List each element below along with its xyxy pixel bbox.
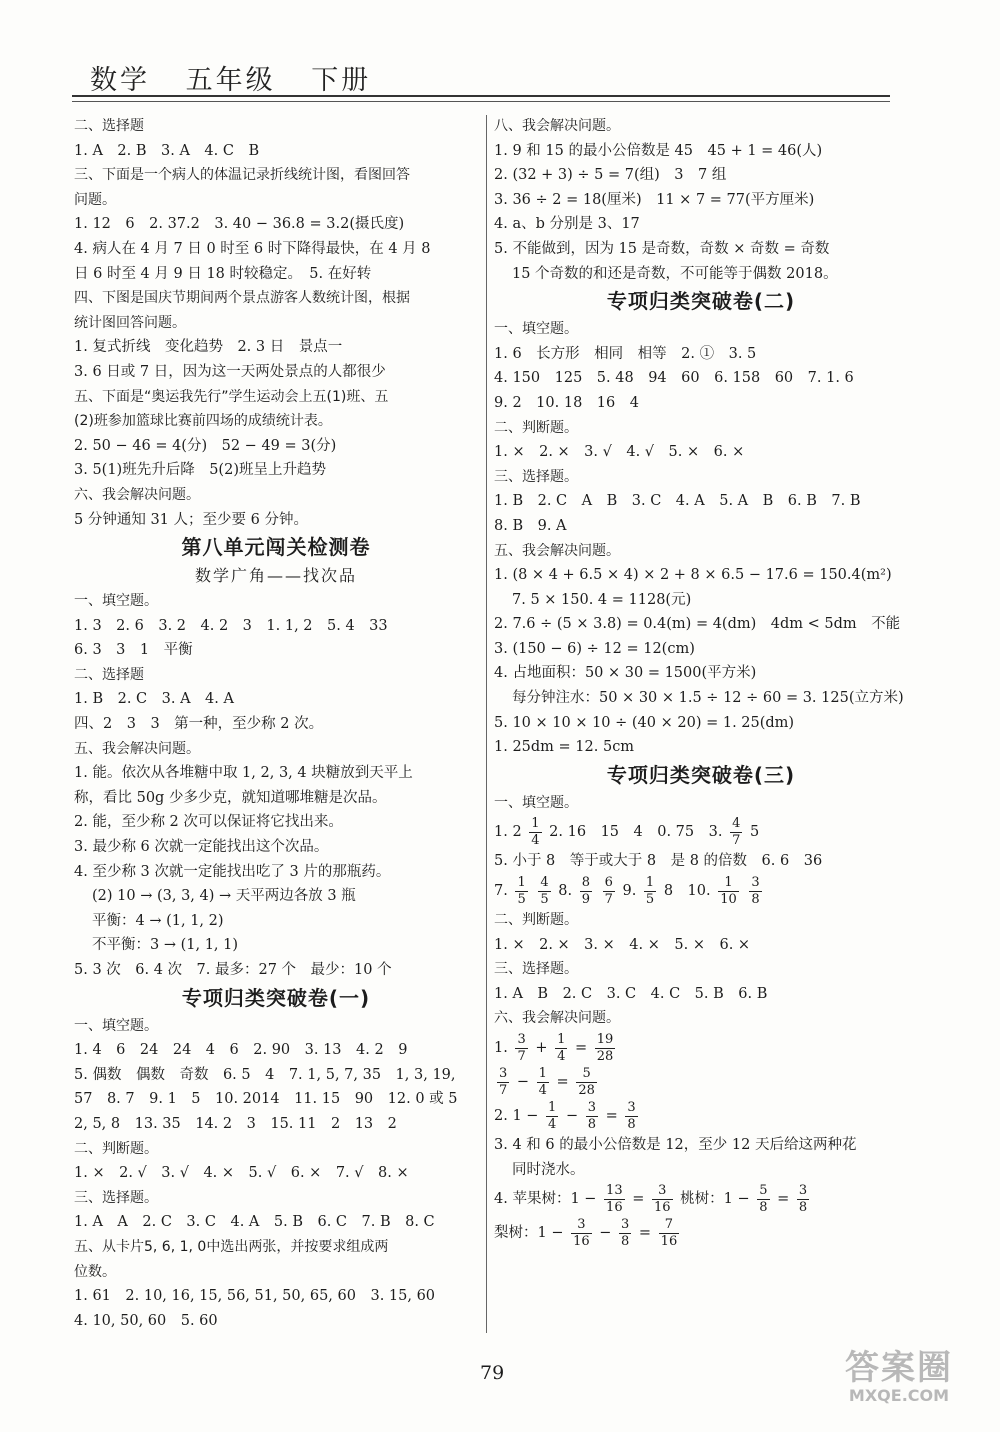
denominator: 4 (548, 1116, 557, 1132)
denominator: 16 (573, 1233, 590, 1249)
numerator: 6 (604, 874, 613, 890)
section-heading: 一、填空题。 (494, 794, 578, 811)
answer-line: 1. × 2. × 3. √ 4. √ 5. × 6. × (494, 444, 745, 461)
fraction (515, 1032, 527, 1065)
section-heading: 二、判断题。 (494, 419, 578, 436)
watermark-url: MXQE.COM (848, 1386, 950, 1405)
denominator: 4 (538, 1082, 547, 1098)
numerator: 5 (759, 1182, 768, 1198)
section-heading: 四、下图是国庆节期间两个景点游客人数统计图，根据 (74, 290, 410, 307)
answer-line: 1. A B 2. C 3. C 4. C 5. B 6. B (494, 985, 768, 1002)
answer-text: 5 (749, 824, 760, 841)
denominator: 7 (517, 1048, 526, 1064)
answer-line: 2. (32 + 3) ÷ 5 = 7(组) 3 7 组 (494, 167, 727, 184)
answer-line: 1. 能。依次从各堆糖中取 1, 2, 3, 4 块糖放到天平上 (74, 765, 413, 782)
section-heading: 三、选择题。 (74, 1189, 158, 1206)
answer-line: 4. 至少称 3 次就一定能找出吃了 3 片的那瓶药。 (74, 863, 391, 880)
section-heading: 五、我会解决问题。 (74, 740, 200, 757)
fraction (595, 1032, 616, 1065)
answer-line: 3. 4 和 6 的最小公倍数是 12，至少 12 天后给这两种花 (494, 1137, 857, 1153)
denominator: 8 (759, 1199, 768, 1215)
answer-line: 日 6 时至 4 月 9 日 18 时较稳定。 5. 在好转 (74, 265, 372, 282)
answer-line: 5 分钟通知 31 人；至少要 6 分钟。 (74, 511, 308, 528)
denominator: 8 (621, 1233, 630, 1249)
fraction (515, 875, 527, 908)
answer-line: 1. A 2. B 3. A 4. C B (74, 142, 260, 159)
answer-line: 3. 6 日或 7 日，因为这一天两处景点的人都很少 (74, 363, 386, 380)
column-divider (486, 115, 487, 1333)
answer-line: 7. 5 × 150. 4 = 1128(元) (512, 591, 692, 608)
fraction (586, 1100, 598, 1133)
numerator: 7 (659, 1217, 680, 1234)
denominator: 8 (798, 1199, 808, 1215)
answer-line: 称，看比 50g 少多少克，就知道哪堆糖是次品。 (74, 789, 387, 806)
header-rule-thin (72, 101, 890, 102)
operator: = (575, 1040, 588, 1056)
page-number: 79 (480, 1362, 505, 1384)
section-heading: 五、从卡片5, 6, 1, 0中选出两张，并按要求组成两 (74, 1238, 389, 1255)
section-heading: 八、我会解决问题。 (494, 118, 620, 134)
numerator: 3 (751, 874, 760, 890)
fraction (757, 1183, 769, 1216)
denominator: 7 (604, 891, 613, 907)
watermark-text: 答案圈 (845, 1348, 953, 1388)
answer-text: 梨树：1 − (494, 1225, 564, 1242)
denominator: 5 (517, 891, 526, 907)
denominator: 16 (660, 1233, 678, 1249)
answer-text: 2. 16 15 4 0. 75 3. (549, 824, 723, 841)
section-heading: 五、我会解决问题。 (494, 542, 620, 559)
denominator: 28 (578, 1082, 595, 1098)
denominator: 8 (627, 1116, 636, 1132)
answer-line: 5. 偶数 偶数 奇数 6. 5 4 7. 1, 5, 7, 35 1, 3, 19, (74, 1066, 456, 1083)
answer-line: 2. 50 − 46 = 4(分) 52 − 49 = 3(分) (74, 437, 337, 454)
answer-line: 4. a、b 分别是 3、17 (494, 216, 640, 233)
section-heading: 三、下面是一个病人的体温记录折线统计图，看图回答 (74, 167, 410, 184)
answer-line (494, 1182, 908, 1216)
answer-line: 4. 150 125 5. 48 94 60 6. 158 60 7. 1. 6 (494, 370, 854, 387)
numerator: 5 (576, 1066, 597, 1083)
answer-text: 9. (622, 883, 637, 900)
denominator: 28 (596, 1048, 614, 1064)
answer-line: 5. 10 × 10 × 10 ÷ (40 × 20) = 1. 25(dm) (494, 714, 795, 731)
answer-text: 1. 2 (494, 824, 522, 841)
numerator: 1 (517, 874, 526, 890)
answer-line: 6. 3 3 1 平衡 (74, 642, 193, 659)
header-rule (72, 95, 890, 97)
answer-line: 3. 最少称 6 次就一定能找出这个次品。 (74, 839, 329, 856)
unit8-title: 第八单元闯关检测卷 (181, 535, 371, 560)
denominator: 16 (653, 1199, 671, 1215)
answer-line: 四、2 3 3 第一种，至少称 2 次。 (74, 716, 324, 733)
answer-text: 2. 1 − (494, 1108, 539, 1124)
section-heading: (2)班参加篮球比赛前四场的成绩统计表。 (74, 413, 332, 430)
section-heading: 问题。 (74, 191, 116, 208)
numerator: 3 (499, 1065, 508, 1081)
operator: = (556, 1074, 569, 1090)
fraction (718, 875, 739, 908)
operator: − (565, 1108, 579, 1124)
answer-text: 1. (494, 1040, 508, 1056)
numerator: 1 (557, 1031, 566, 1047)
answer-line: 不平衡：3 → (1, 1, 1) (92, 937, 239, 954)
right-column (494, 114, 908, 1250)
answer-line: 3. (150 − 6) ÷ 12 = 12(cm) (494, 640, 695, 657)
answer-line: (2) 10 → (3, 3, 4) → 天平两边各放 3 瓶 (92, 888, 356, 905)
section-heading: 六、我会解决问题。 (74, 486, 200, 503)
special-test-1-title: 专项归类突破卷(一) (181, 985, 371, 1010)
answer-line: 1. 12 6 2. 37.2 3. 40 − 36.8 = 3.2(摄氏度) (74, 216, 405, 233)
fraction (576, 1066, 597, 1099)
answer-text: 7. (494, 883, 508, 900)
fraction (538, 875, 550, 908)
answer-text: 桃树：1 − (680, 1191, 750, 1208)
answer-line: 同时浇水。 (512, 1161, 585, 1178)
answer-line: 57 8. 7 9. 1 5 10. 2014 11. 15 90 12. 0 或 5 (74, 1091, 458, 1108)
answer-line: 1. 3 2. 6 3. 2 4. 2 3 1. 1, 2 5. 4 33 (74, 617, 388, 634)
answer-line: 1. × 2. √ 3. √ 4. × 5. √ 6. × 7. √ 8. × (74, 1165, 409, 1182)
answer-line: 1. A A 2. C 3. C 4. A 5. B 6. C 7. B 8. C (74, 1214, 435, 1231)
answer-line: 5. 不能做到，因为 15 是奇数，奇数 × 奇数 = 奇数 (494, 240, 830, 257)
answer-line (494, 815, 908, 849)
numerator: 3 (517, 1031, 526, 1047)
left-column (74, 114, 478, 1333)
section-heading: 一、填空题。 (494, 321, 578, 338)
denominator: 5 (540, 891, 549, 907)
fraction (555, 1032, 567, 1065)
answer-line: 1. B 2. C 3. A 4. A (74, 691, 234, 708)
numerator: 19 (596, 1031, 614, 1047)
section-heading: 一、填空题。 (74, 593, 158, 610)
answer-line: 1. 9 和 15 的最小公倍数是 45 45 + 1 = 46(人) (494, 142, 823, 159)
fraction (730, 816, 742, 849)
denominator: 4 (531, 832, 540, 848)
answer-line: 1. × 2. × 3. × 4. × 5. × 6. × (494, 936, 751, 953)
fraction (497, 1066, 509, 1099)
fraction (659, 1217, 680, 1250)
fraction (619, 1217, 631, 1250)
answer-text: 8. (558, 883, 573, 900)
section-heading: 统计图回答问题。 (74, 314, 186, 331)
operator: − (516, 1074, 530, 1090)
fraction (537, 1066, 549, 1099)
numerator: 8 (581, 874, 590, 890)
answer-line: 4. 占地面积：50 × 30 = 1500(平方米) (494, 665, 757, 682)
answer-line: 1. (8 × 4 + 6.5 × 4) × 2 + 8 × 6.5 − 17.6 = 150.4(m²) (494, 567, 892, 584)
answer-line: 1. 61 2. 10, 16, 15, 56, 51, 50, 65, 60 3. 15, 60 (74, 1288, 436, 1305)
section-heading: 二、选择题 (74, 118, 144, 134)
denominator: 4 (557, 1048, 566, 1064)
operator: = (638, 1225, 652, 1242)
fraction (644, 875, 656, 908)
denominator: 9 (581, 891, 590, 907)
answer-line (494, 874, 908, 908)
answer-line: 4. 病人在 4 月 7 日 0 时至 6 时下降得最快，在 4 月 8 (74, 240, 431, 257)
answer-line: 9. 2 10. 18 16 4 (494, 394, 639, 411)
numerator: 1 (645, 874, 655, 890)
denominator: 8 (587, 1116, 596, 1132)
answer-line: 1. 25dm = 12. 5cm (494, 739, 635, 756)
answer-line: 1. 6 长方形 相同 相等 2. ① 3. 5 (494, 345, 757, 362)
numerator: 1 (538, 1065, 547, 1081)
answer-line: 1. 复式折线 变化趋势 2. 3 日 景点一 (74, 339, 343, 356)
denominator: 8 (751, 891, 760, 907)
answer-line: 1. B 2. C A B 3. C 4. A 5. A B 6. B 7. B (494, 493, 861, 510)
numerator: 4 (732, 815, 741, 831)
operator: = (632, 1191, 645, 1208)
fraction (580, 875, 592, 908)
denominator: 10 (720, 891, 737, 907)
numerator: 3 (798, 1182, 808, 1198)
fraction (625, 1100, 637, 1133)
fraction (529, 816, 541, 849)
denominator: 7 (732, 832, 741, 848)
answer-line: 5. 3 次 6. 4 次 7. 最多：27 个 最少：10 个 (74, 962, 392, 978)
numerator: 3 (621, 1216, 630, 1232)
numerator: 1 (548, 1099, 557, 1115)
fraction (797, 1183, 809, 1216)
fraction (603, 875, 615, 908)
numerator: 3 (652, 1183, 673, 1200)
answer-line (494, 1031, 908, 1065)
answer-text: 8 10. (663, 883, 711, 900)
section-heading: 二、判断题。 (74, 1140, 158, 1157)
fraction (571, 1217, 592, 1250)
numerator: 1 (531, 815, 540, 831)
operator: + (535, 1040, 548, 1056)
numerator: 3 (571, 1217, 592, 1234)
answer-line (494, 1065, 908, 1099)
numerator: 1 (718, 875, 739, 892)
numerator: 3 (587, 1099, 596, 1115)
numerator: 3 (627, 1099, 636, 1115)
answer-line: 15 个奇数的和还是奇数，不可能等于偶数 2018。 (512, 265, 838, 282)
denominator: 5 (645, 891, 655, 907)
answer-line: 2, 5, 8 13. 35 14. 2 3 15. 11 2 13 2 (74, 1115, 397, 1132)
answer-line: 5. 小于 8 等于或大于 8 是 8 的倍数 6. 6 36 (494, 853, 823, 870)
section-heading: 位数。 (74, 1263, 116, 1280)
operator: − (599, 1225, 612, 1242)
denominator: 7 (499, 1082, 508, 1098)
answer-line: 8. B 9. A (494, 517, 567, 534)
answer-line: 3. 36 ÷ 2 = 18(厘米) 11 × 7 = 77(平方厘米) (494, 191, 815, 208)
fraction (749, 875, 761, 908)
operator: = (777, 1191, 790, 1208)
header-subject: 数学 (90, 65, 150, 96)
numerator: 13 (606, 1182, 623, 1198)
section-heading: 二、判断题。 (494, 912, 578, 929)
answer-text: 4. 苹果树：1 − (494, 1191, 597, 1208)
special-test-2-title: 专项归类突破卷(二) (606, 289, 796, 314)
answer-line: 平衡：4 → (1, 1, 2) (92, 912, 224, 929)
answer-line: 3. 5(1)班先升后降 5(2)班呈上升趋势 (74, 462, 326, 479)
header-volume: 下册 (311, 65, 372, 96)
answer-line (494, 1216, 908, 1250)
answer-line: 2. 能，至少称 2 次可以保证将它找出来。 (74, 814, 343, 831)
denominator: 16 (606, 1199, 623, 1215)
fraction (546, 1100, 558, 1133)
header-grade: 五年级 (185, 65, 276, 96)
watermark-logo (824, 1348, 974, 1404)
section-heading: 五、下面是“奥运我先行”学生运动会上五(1)班、五 (74, 388, 389, 405)
fraction (604, 1183, 625, 1216)
section-heading: 三、选择题。 (494, 961, 578, 978)
section-heading: 一、填空题。 (74, 1017, 158, 1034)
answer-line (494, 1099, 908, 1133)
book-header (90, 58, 395, 97)
answer-line: 4. 10, 50, 60 5. 60 (74, 1312, 218, 1329)
operator: = (605, 1108, 618, 1124)
answer-line: 每分钟注水：50 × 30 × 1.5 ÷ 12 ÷ 60 = 3. 125(立方米) (512, 690, 904, 707)
section-heading: 二、选择题 (74, 666, 144, 683)
fraction (652, 1183, 673, 1216)
special-test-3-title: 专项归类突破卷(三) (606, 762, 796, 787)
numerator: 4 (540, 874, 549, 890)
answer-line: 1. 4 6 24 24 4 6 2. 90 3. 13 4. 2 9 (74, 1042, 408, 1059)
unit8-subtitle: 数学广角——找次品 (194, 566, 357, 586)
section-heading: 六、我会解决问题。 (494, 1010, 620, 1027)
answer-line: 2. 7.6 ÷ (5 × 3.8) = 0.4(m) = 4(dm) 4dm < 5dm 不能 (494, 616, 901, 633)
section-heading: 三、选择题。 (494, 468, 578, 485)
